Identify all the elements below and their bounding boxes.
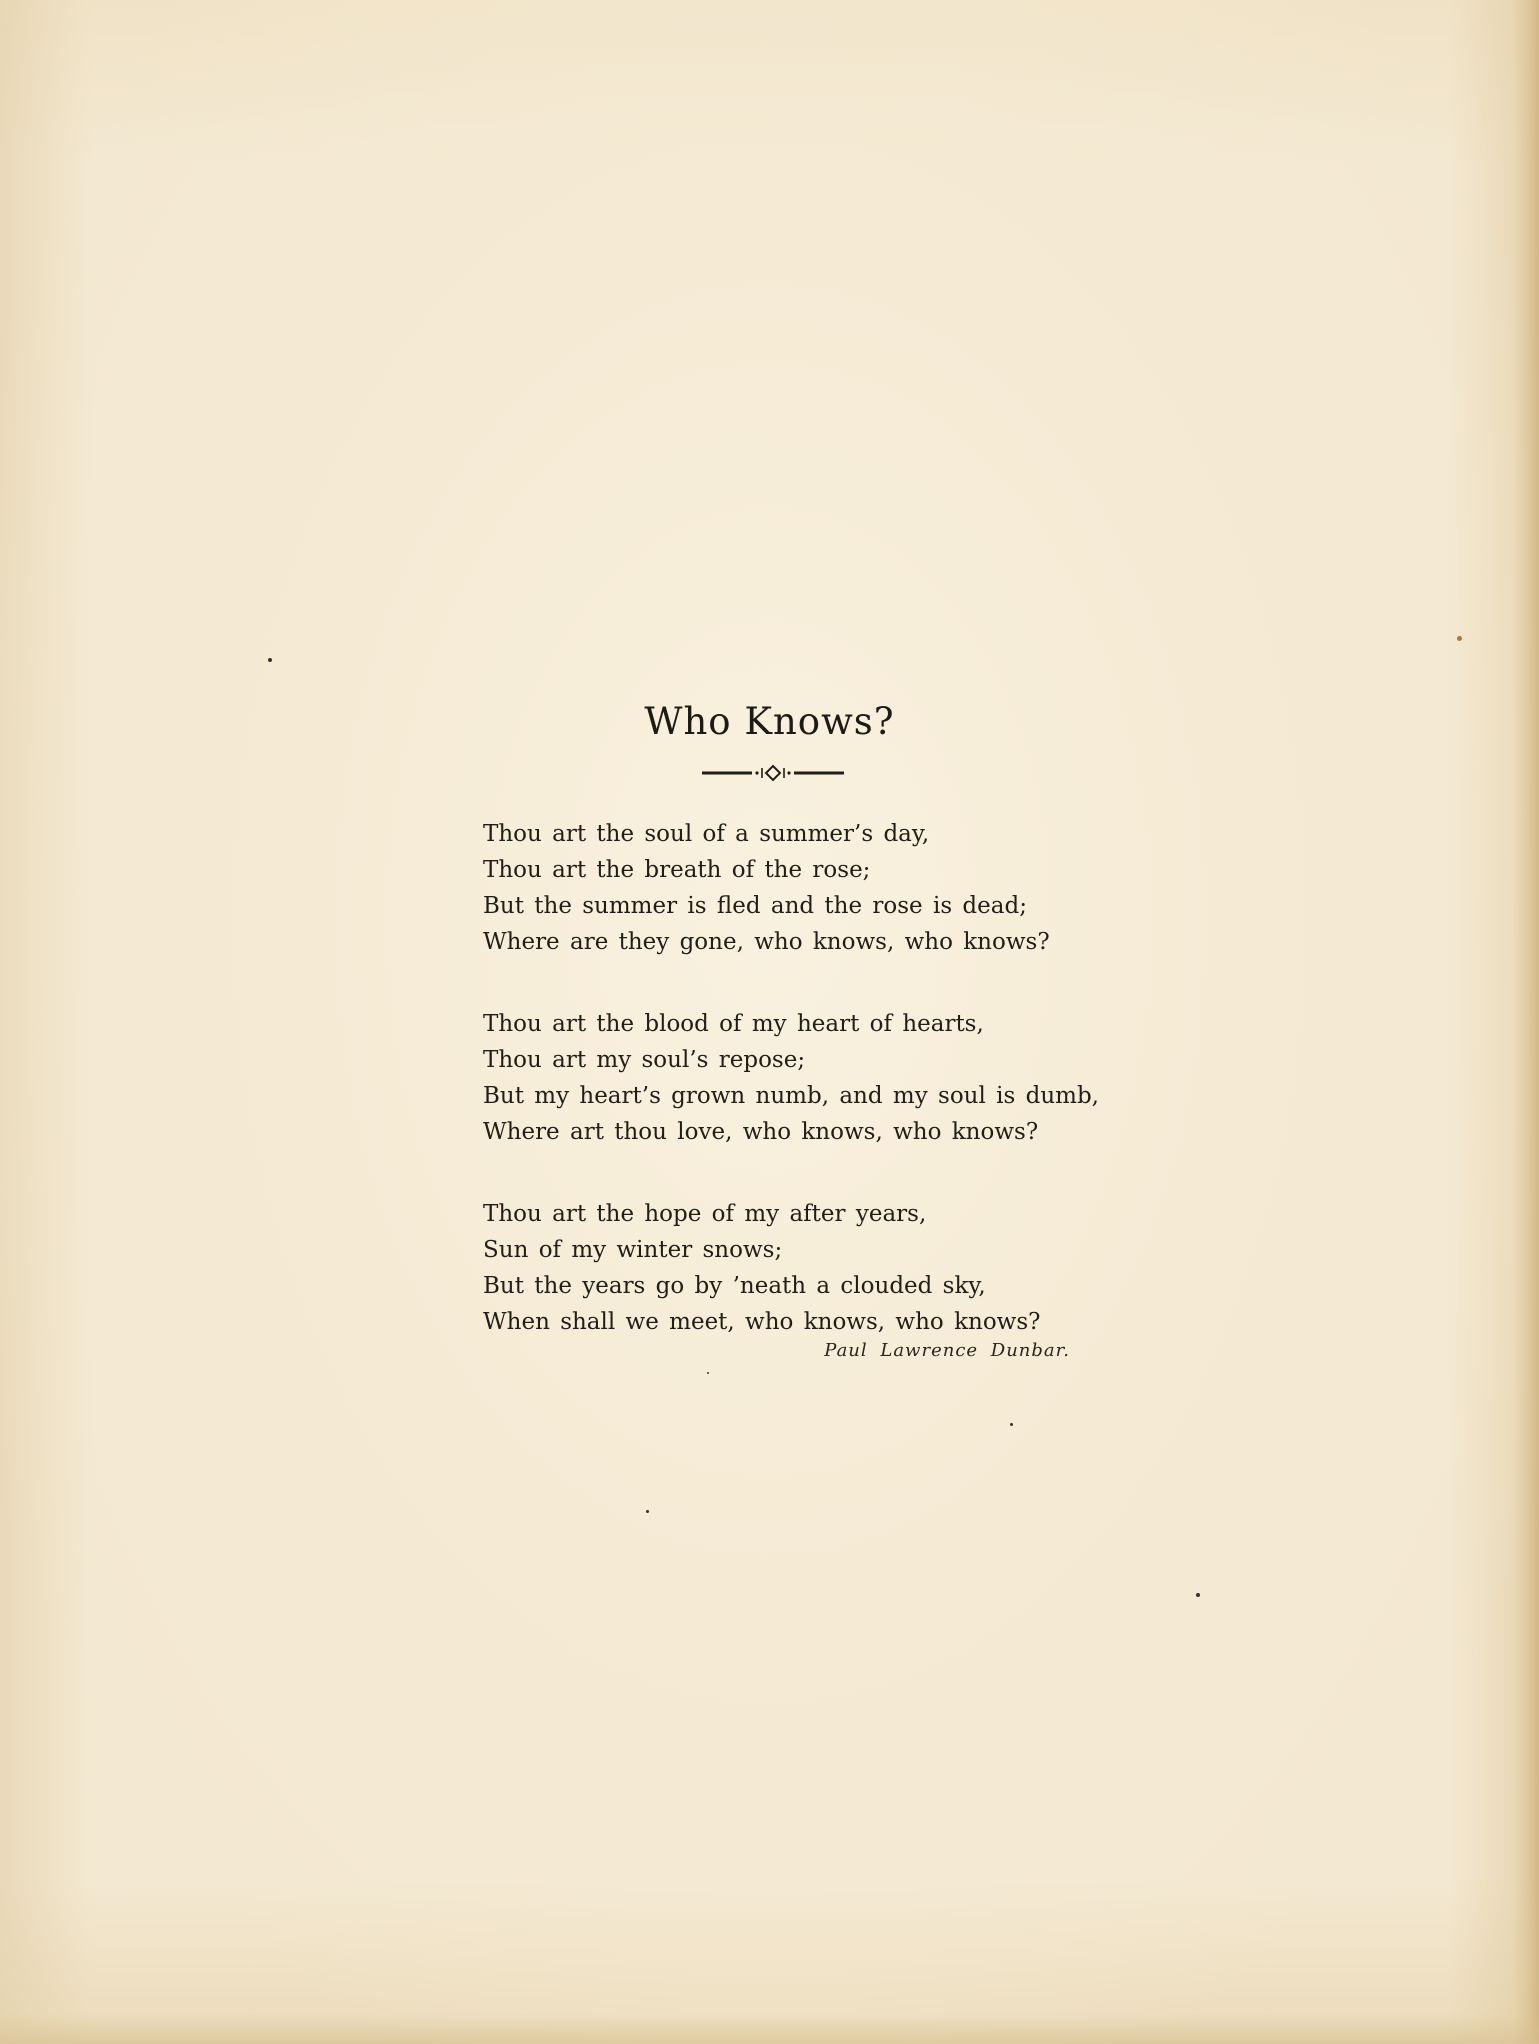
stanza-1: [483, 816, 1123, 960]
paper-speck: [268, 658, 272, 662]
paper-speck: [646, 1510, 649, 1513]
poem-line: But the years go by ’neath a clouded sky,: [483, 1273, 986, 1299]
paper-speck: [1196, 1593, 1200, 1597]
poem-line: Thou art the hope of my after years,: [483, 1201, 927, 1227]
stanza-3: [483, 1196, 1123, 1340]
poem-line: Thou art the blood of my heart of hearts,: [483, 1011, 984, 1037]
poem-line: Thou art the breath of the rose;: [483, 857, 871, 883]
poem-line: But my heart’s grown numb, and my soul is dumb,: [483, 1083, 1099, 1109]
poem-line: When shall we meet, who knows, who knows?: [483, 1309, 1041, 1335]
paper-edge-bottom: [0, 2014, 1539, 2044]
poem-line: Thou art my soul’s repose;: [483, 1047, 806, 1073]
paper-edge-right: [1513, 0, 1539, 2044]
poem-line: Where are they gone, who knows, who knows?: [483, 929, 1050, 955]
poem-author-signature: Paul Lawrence Dunbar.: [824, 1340, 1070, 1361]
poem-line: Where art thou love, who knows, who knows?: [483, 1119, 1039, 1145]
poem-body: [483, 816, 1123, 1386]
title-ornament-divider: [700, 762, 846, 784]
poem-title: Who Knows?: [644, 700, 895, 743]
poem-line: Thou art the soul of a summer’s day,: [483, 821, 930, 847]
paper-speck: [1457, 636, 1462, 641]
stanza-2: [483, 1006, 1123, 1150]
paper-speck: [1010, 1423, 1013, 1426]
poem-line: But the summer is fled and the rose is dead;: [483, 893, 1027, 919]
poem-line: Sun of my winter snows;: [483, 1237, 783, 1263]
